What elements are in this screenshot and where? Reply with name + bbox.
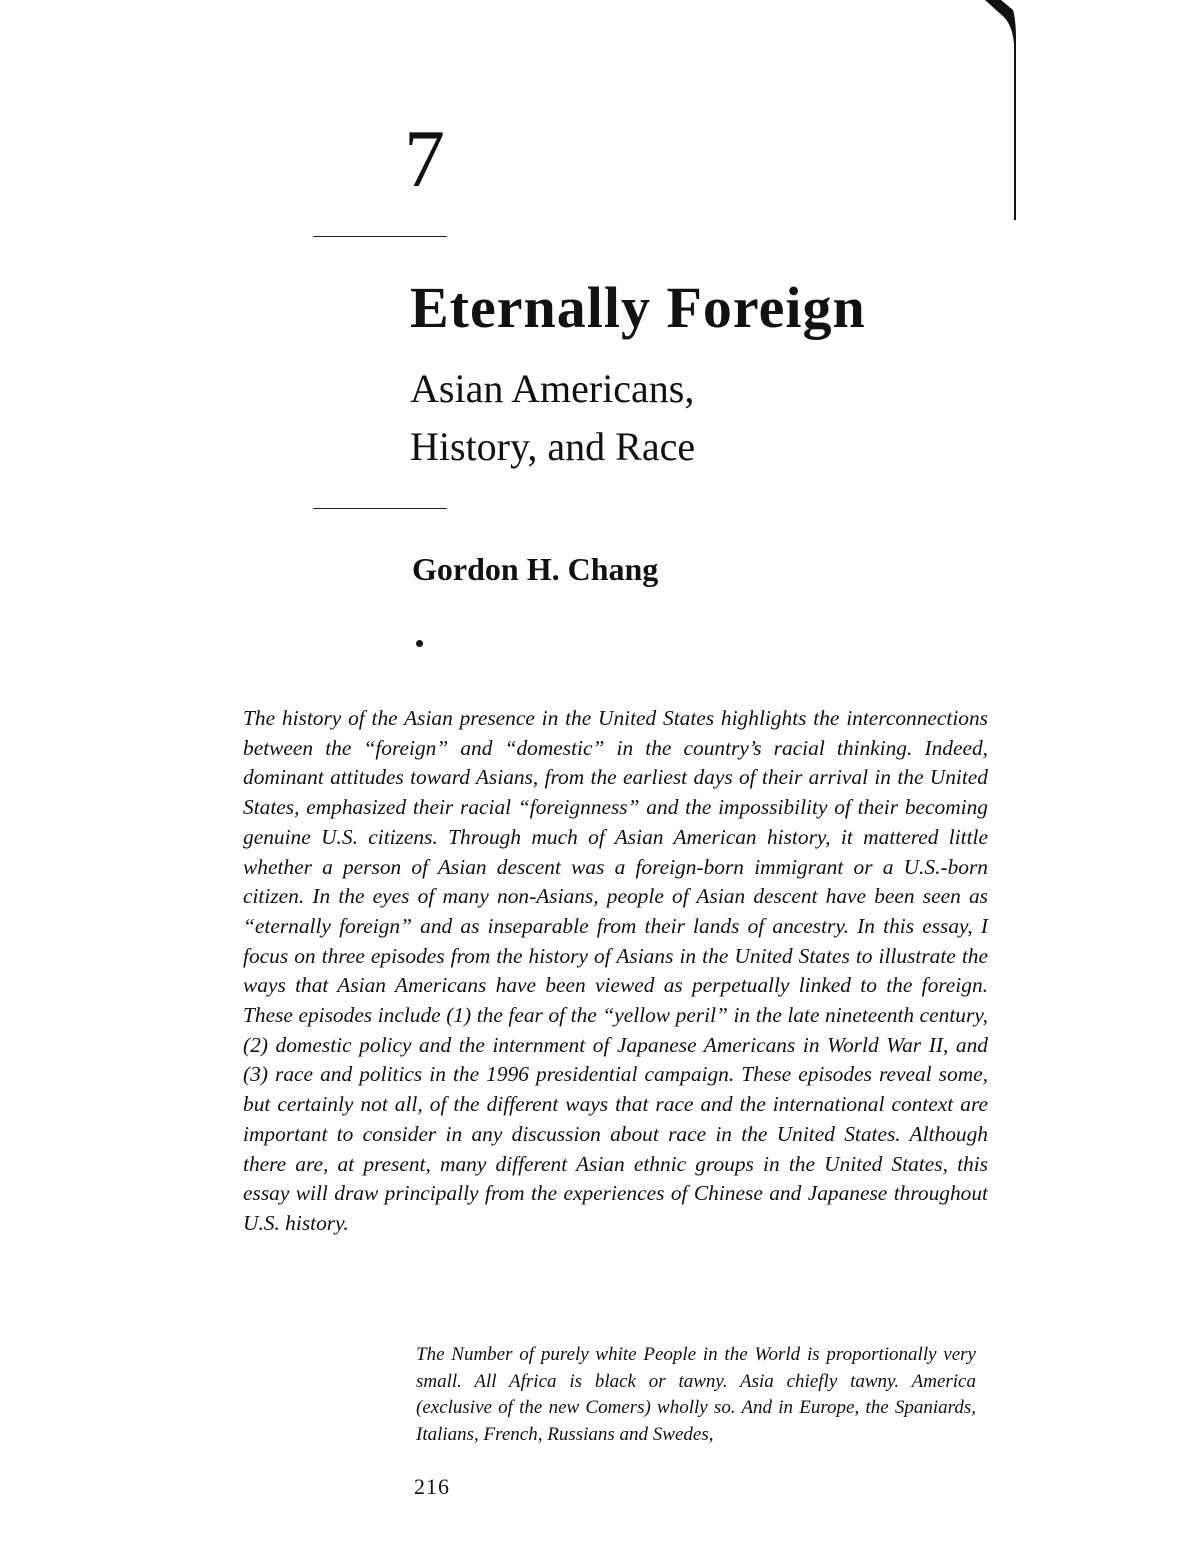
- epigraph: The Number of purely white People in the World is proportionally very small. All Africa is black or tawny. Asia chiefly tawny. America (exclusive of the new Comers) wholly so. And in Europe, the Spaniards, Italians, French, Russians and Swedes,: [416, 1344, 976, 1445]
- ornament-dot: [416, 640, 423, 647]
- chapter-subtitle-line1: Asian Americans,: [410, 366, 695, 411]
- chapter-subtitle-line2: History, and Race: [410, 424, 696, 469]
- chapter-title: Eternally Foreign: [410, 275, 866, 340]
- top-rule: [313, 236, 447, 237]
- bottom-rule: [313, 508, 447, 509]
- chapter-number: 7: [404, 113, 445, 204]
- chapter-subtitle: [410, 360, 695, 476]
- page-number: 216: [414, 1474, 450, 1499]
- chapter-abstract: The history of the Asian presence in the United States highlights the interconnections between the “foreign” and “domestic” in the country’s racial thinking. Indeed, dominant attitudes toward Asians, from the earliest days of their arrival in the United States, emphasized their racial “foreignness” and the impossibility of their becoming genuine U.S. citizens. Through much of Asian American history, it mattered little whether a person of Asian descent was a foreign-born immigrant or a U.S.-born citizen. In the eyes of many non-Asians, people of Asian descent have been seen as “eternally foreign” and as inseparable from their lands of ancestry. In this essay, I focus on three episodes from the history of Asians in the United States to illustrate the ways that Asian Americans have been viewed as perpetually linked to the foreign. These episodes include (1) the fear of the “yellow peril” in the late nineteenth century, (2) domestic policy and the internment of Japanese Americans in World War II, and (3) race and politics in the 1996 presidential campaign. These episodes reveal some, but certainly not all, of the different ways that race and the international context are important to consider in any discussion about race in the United States. Although there are, at present, many different Asian ethnic groups in the United States, this essay will draw principally from the experiences of Chinese and Japanese throughout U.S. history.: [243, 706, 988, 1235]
- page-edge-shadow: [985, 0, 1025, 220]
- author-name: Gordon H. Chang: [412, 551, 659, 587]
